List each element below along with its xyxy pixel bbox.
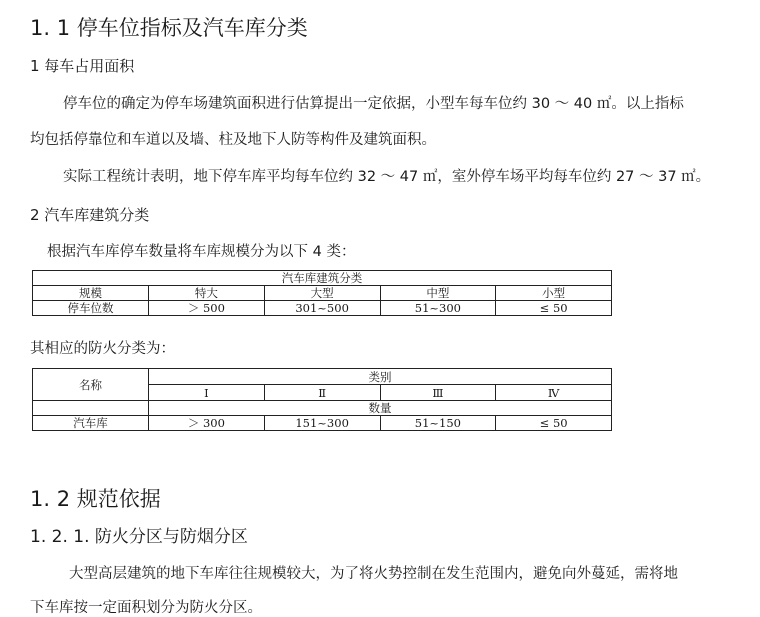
header-cell: 特大 xyxy=(149,286,265,301)
table-cell: ＞ 300 xyxy=(149,416,265,431)
garage-scale-table xyxy=(32,270,612,316)
table-cell: 汽车库 xyxy=(33,416,149,431)
section-title: 1. 2 规范依据 xyxy=(30,487,161,511)
header-cell: 小型 xyxy=(496,286,612,301)
paragraph-line: 大型高层建筑的地下车库往往规模较大，为了将火势控制在发生范围内，避免向外蔓延，需将地 xyxy=(69,566,678,582)
category-cell: Ⅰ xyxy=(149,385,265,401)
table-cell: ＞ 500 xyxy=(149,301,265,316)
table-header-row xyxy=(33,286,612,301)
quantity-header-cell: 数量 xyxy=(149,401,612,416)
paragraph-line: 根据汽车库停车数量将车库规模分为以下 4 类： xyxy=(47,244,356,260)
table-cell: 停车位数 xyxy=(33,301,149,316)
paragraph-line: 停车位的确定为停车场建筑面积进行估算提出一定依据，小型车每车位约 30 ～ 40 ㎡。以上指标 xyxy=(63,96,684,112)
fire-classification-table xyxy=(32,368,612,431)
header-cell: 规模 xyxy=(33,286,149,301)
category-cell: Ⅳ xyxy=(496,385,612,401)
paragraph-line: 下车库按一定面积划分为防火分区。 xyxy=(30,600,262,616)
table-row xyxy=(33,416,612,431)
table-cell: ≤ 50 xyxy=(496,416,612,431)
subsection-heading-classification: 2 汽车库建筑分类 xyxy=(30,206,150,224)
table-row xyxy=(33,301,612,316)
table-cell: ≤ 50 xyxy=(496,301,612,316)
category-cell: Ⅱ xyxy=(264,385,380,401)
header-cell: 中型 xyxy=(380,286,496,301)
header-cell: 大型 xyxy=(264,286,380,301)
blank-cell xyxy=(33,401,149,416)
paragraph-line: 均包括停靠位和车道以及墙、柱及地下人防等构件及建筑面积。 xyxy=(30,132,436,148)
section-title: 1. 1 停车位指标及汽车库分类 xyxy=(30,16,308,40)
table-cell: 151~300 xyxy=(264,416,380,431)
subsection-heading-fire-zones: 1. 2. 1. 防火分区与防烟分区 xyxy=(30,527,248,547)
paragraph-line: 其相应的防火分类为： xyxy=(30,341,175,357)
table-caption: 汽车库建筑分类 xyxy=(33,271,612,286)
name-header-cell: 名称 xyxy=(33,369,149,401)
table-cell: 51~150 xyxy=(380,416,496,431)
table-cell: 51~300 xyxy=(380,301,496,316)
category-header-cell: 类别 xyxy=(149,369,612,385)
table-cell: 301~500 xyxy=(264,301,380,316)
subsection-heading-area: 1 每车占用面积 xyxy=(30,57,135,75)
paragraph-line: 实际工程统计表明，地下停车库平均每车位约 32 ～ 47 ㎡，室外停车场平均每车位约 27 ～ 37 ㎡。 xyxy=(63,169,711,185)
category-cell: Ⅲ xyxy=(380,385,496,401)
